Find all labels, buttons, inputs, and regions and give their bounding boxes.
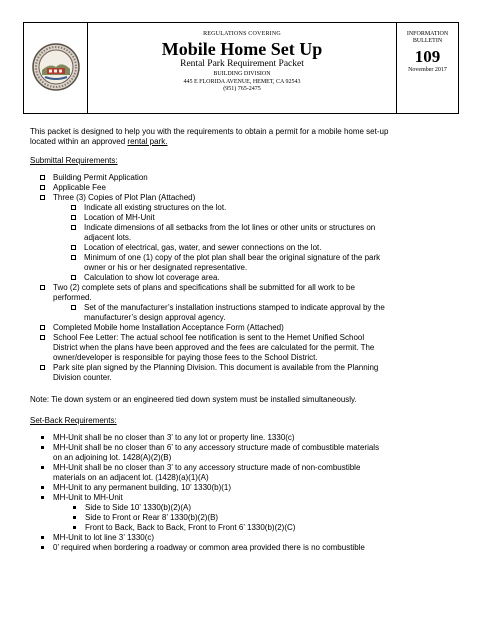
setback-item: MH-Unit to MH-Unit — [53, 493, 123, 502]
city-seal-icon — [32, 43, 80, 91]
bullet-icon — [41, 536, 44, 539]
submittal-item: Three (3) Copies of Plot Plan (Attached) — [53, 193, 196, 202]
checkbox-icon — [71, 275, 76, 280]
bullet-icon — [41, 466, 44, 469]
submittal-item-cont: Division counter. — [53, 373, 112, 382]
setback-item: MH-Unit shall be no closer than 3’ to any accessory structure made of non-combustible — [53, 463, 361, 472]
bullet-icon — [73, 516, 76, 519]
bullet-icon — [73, 506, 76, 509]
seal-cell — [24, 23, 88, 113]
bulletin-header — [23, 22, 459, 114]
submittal-subitem: Location of MH-Unit — [84, 213, 155, 222]
setback-item: MH-Unit to lot line 3’ 1330(c) — [53, 533, 155, 542]
submittal-subitem: Indicate dimensions of all setbacks from the lot lines or other units or structures on — [84, 223, 376, 232]
bullet-icon — [41, 546, 44, 549]
submittal-item: Applicable Fee — [53, 183, 106, 192]
submittal-item: School Fee Letter: The actual school fee notification is sent to the Hemet Unified School — [53, 333, 365, 342]
checkbox-icon — [40, 365, 45, 370]
checkbox-icon — [71, 255, 76, 260]
header-title-block — [88, 23, 396, 113]
checkbox-icon — [40, 335, 45, 340]
submittal-item: Completed Mobile home Installation Acceptance Form (Attached) — [53, 323, 284, 332]
bulletin-label: BULLETIN — [412, 38, 443, 44]
setback-item: MH-Unit shall be no closer than 6’ to any accessory structure made of combustible materials — [53, 443, 380, 452]
checkbox-icon — [71, 305, 76, 310]
submittal-subitem: Location of electrical, gas, water, and sewer connections on the lot. — [84, 243, 322, 252]
address-label: 445 E FLORIDA AVENUE, HEMET, CA 92543 — [183, 79, 301, 85]
submittal-item: Two (2) complete sets of plans and specifications shall be submitted for all work to be — [53, 283, 355, 292]
phone-label: (951) 765-2475 — [223, 86, 261, 92]
checkbox-icon — [71, 215, 76, 220]
intro-line-2 — [30, 137, 167, 146]
document-title: Mobile Home Set Up — [161, 39, 323, 59]
setback-item: MH-Unit to any permanent building, 10’ 1330(b)(1) — [53, 483, 232, 492]
bullet-icon — [41, 486, 44, 489]
submittal-item-cont: District when the plans have been approved and the fees are calculated for the permit. The — [53, 343, 375, 352]
bullet-icon — [41, 436, 44, 439]
submittal-subitem: Indicate all existing structures on the lot. — [84, 203, 227, 212]
setback-item-cont: materials on an adjacent lot. (1428)(a)(1)(A) — [53, 473, 209, 482]
tie-down-note: Note: Tie down system or an engineered tied down system must be installed simultaneously. — [30, 395, 357, 404]
setback-item-cont: on an adjoining lot. 1428(A)(2)(B) — [53, 453, 172, 462]
document-subtitle: Rental Park Requirement Packet — [180, 59, 304, 69]
intro-line-1: This packet is designed to help you with the requirements to obtain a permit for a mobile home set-up — [30, 127, 389, 136]
division-label: BUILDING DIVISION — [213, 71, 271, 77]
submittal-subitem: Set of the manufacturer’s installation instructions stamped to indicate approval by the — [84, 303, 385, 312]
submittal-item-cont: owner/developer is responsible for paying those fees to the School District. — [53, 353, 318, 362]
submittal-subitem-cont: adjacent lots. — [84, 233, 132, 242]
submittal-heading: Submittal Requirements: — [30, 156, 118, 165]
bulletin-number: 109 — [414, 47, 441, 66]
setback-heading: Set-Back Requirements: — [30, 416, 117, 425]
rental-park-link[interactable]: rental park. — [127, 137, 168, 146]
bullet-icon — [41, 446, 44, 449]
submittal-item-cont: performed. — [53, 293, 92, 302]
checkbox-icon — [40, 285, 45, 290]
bullet-icon — [41, 496, 44, 499]
submittal-item: Building Permit Application — [53, 173, 148, 182]
checkbox-icon — [71, 205, 76, 210]
checkbox-icon — [71, 245, 76, 250]
submittal-item: Park site plan signed by the Planning Division. This document is available from the Planning — [53, 363, 379, 372]
setback-item: MH-Unit shall be no closer than 3’ to any lot or property line. 1330(c) — [53, 433, 295, 442]
intro-line-2-text: located within an approved — [30, 137, 128, 146]
checkbox-icon — [40, 195, 45, 200]
submittal-subitem-cont: manufacturer’s design approval agency. — [84, 313, 226, 322]
submittal-subitem-cont: owner or his or her designated representative. — [84, 263, 248, 272]
setback-subitem: Side to Side 10’ 1330(b)(2)(A) — [85, 503, 191, 512]
setback-subitem: Side to Front or Rear 8’ 1330(b)(2)(B) — [85, 513, 219, 522]
bulletin-info-block — [396, 23, 458, 113]
information-label: INFORMATION — [406, 31, 449, 37]
bullet-icon — [73, 526, 76, 529]
submittal-subitem: Calculation to show lot coverage area. — [84, 273, 220, 282]
checkbox-icon — [71, 225, 76, 230]
setback-item: 0’ required when bordering a roadway or common area provided there is no combustible — [53, 543, 365, 552]
bulletin-date: November 2017 — [408, 67, 447, 73]
regulations-label: REGULATIONS COVERING — [203, 31, 281, 37]
submittal-subitem: Minimum of one (1) copy of the plot plan shall bear the original signature of the park — [84, 253, 381, 262]
checkbox-icon — [40, 325, 45, 330]
checkbox-icon — [40, 175, 45, 180]
checkbox-icon — [40, 185, 45, 190]
setback-subitem: Front to Back, Back to Back, Front to Front 6’ 1330(b)(2)(C) — [85, 523, 296, 532]
